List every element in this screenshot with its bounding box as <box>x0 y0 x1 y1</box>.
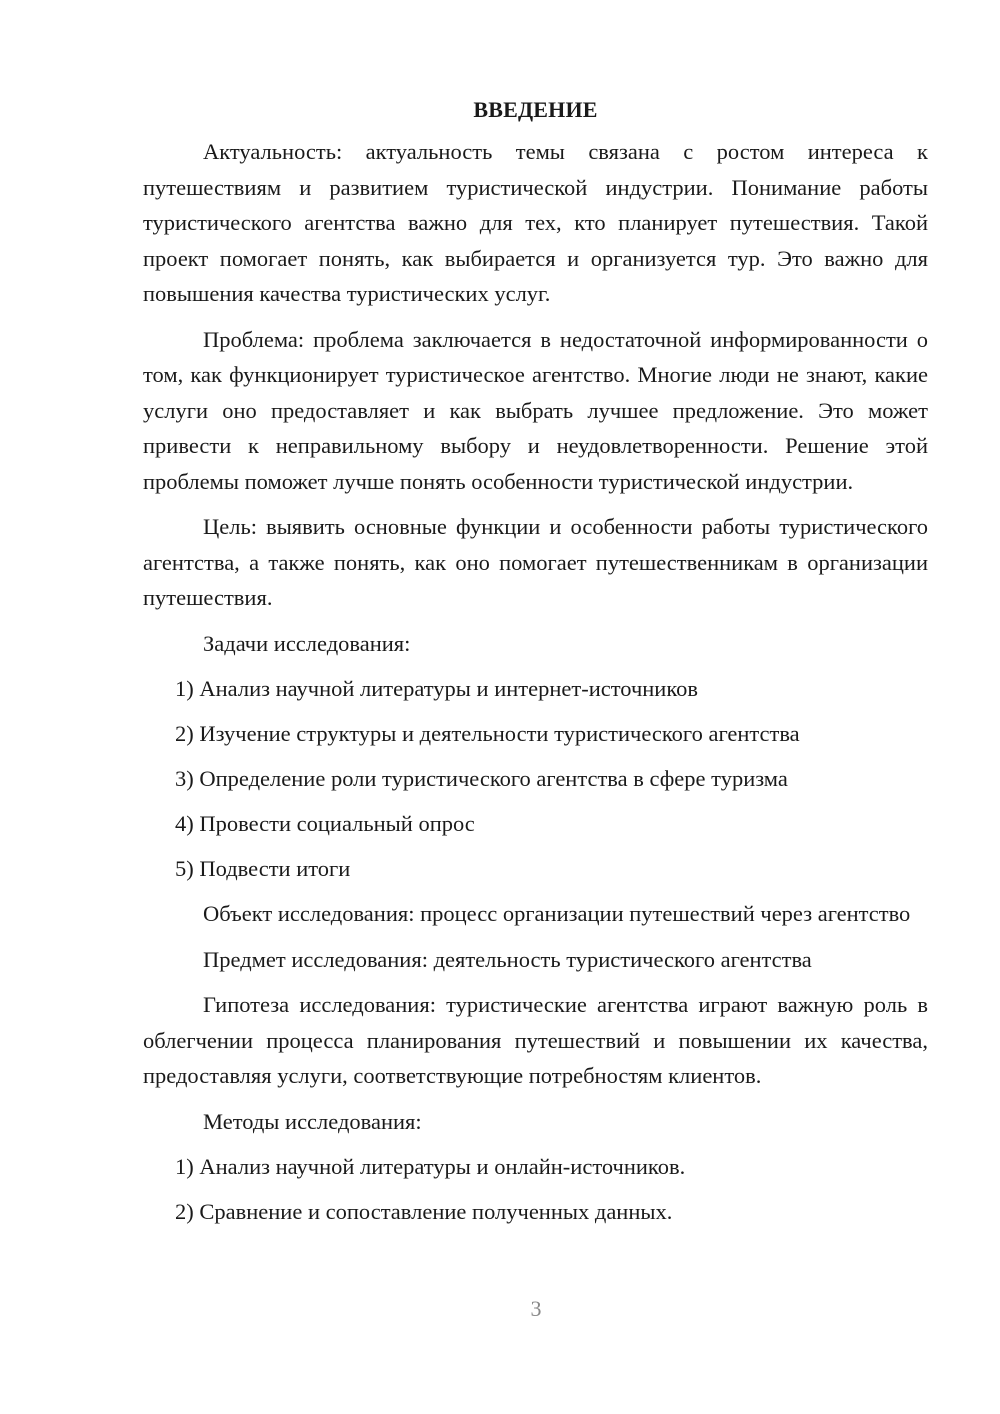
goal-paragraph: Цель: выявить основные функции и особенности работы туристического агентства, а также понять, как оно помогает путешественникам в организации путешествия. <box>143 514 928 610</box>
page-number: 3 <box>530 1296 542 1321</box>
section-title: ВВЕДЕНИЕ <box>473 97 598 122</box>
list-item: 1) Анализ научной литературы и онлайн-источников. <box>175 1154 686 1179</box>
problem-paragraph: Проблема: проблема заключается в недостаточной информированности о том, как функционирует туристическое агентство. Многие люди не знают, какие услуги оно предоставляет и как выбрать лучшее предложение. Это может привести к неправильному выбору и неудовлетворенности. Решение этой проблемы поможет лучше понять особенности туристической индустрии. <box>143 326 928 494</box>
subject-paragraph: Предмет исследования: деятельность туристического агентства <box>203 946 812 972</box>
relevance-paragraph: Актуальность: актуальность темы связана с ростом интереса к путешествиям и развитием туристической индустрии. Понимание работы туристического агентства важно для тех, кто планирует путешествия. Такой проект помогает понять, как выбирается и организуется тур. Это важно для повышения качества туристических услуг. <box>143 139 928 306</box>
tasks-list <box>143 671 928 887</box>
hypothesis-paragraph: Гипотеза исследования: туристические агентства играют важную роль в облегчении процесса планирования путешествий и повышении их качества, предоставляя услуги, соответствующие потребностям клиентов. <box>143 992 928 1088</box>
object-paragraph: Объект исследования: процесс организации путешествий через агентство <box>203 901 911 926</box>
document-page <box>143 92 928 1239</box>
tasks-label: Задачи исследования: <box>203 630 411 656</box>
list-item: 4) Провести социальный опрос <box>175 811 475 836</box>
methods-list <box>143 1149 928 1230</box>
methods-label: Методы исследования: <box>203 1108 422 1134</box>
list-item: 5) Подвести итоги <box>175 856 351 881</box>
list-item: 3) Определение роли туристического агентства в сфере туризма <box>175 766 788 791</box>
list-item: 2) Сравнение и сопоставление полученных данных. <box>175 1199 673 1224</box>
list-item: 1) Анализ научной литературы и интернет-источников <box>175 676 699 701</box>
list-item: 2) Изучение структуры и деятельности туристического агентства <box>175 721 800 746</box>
